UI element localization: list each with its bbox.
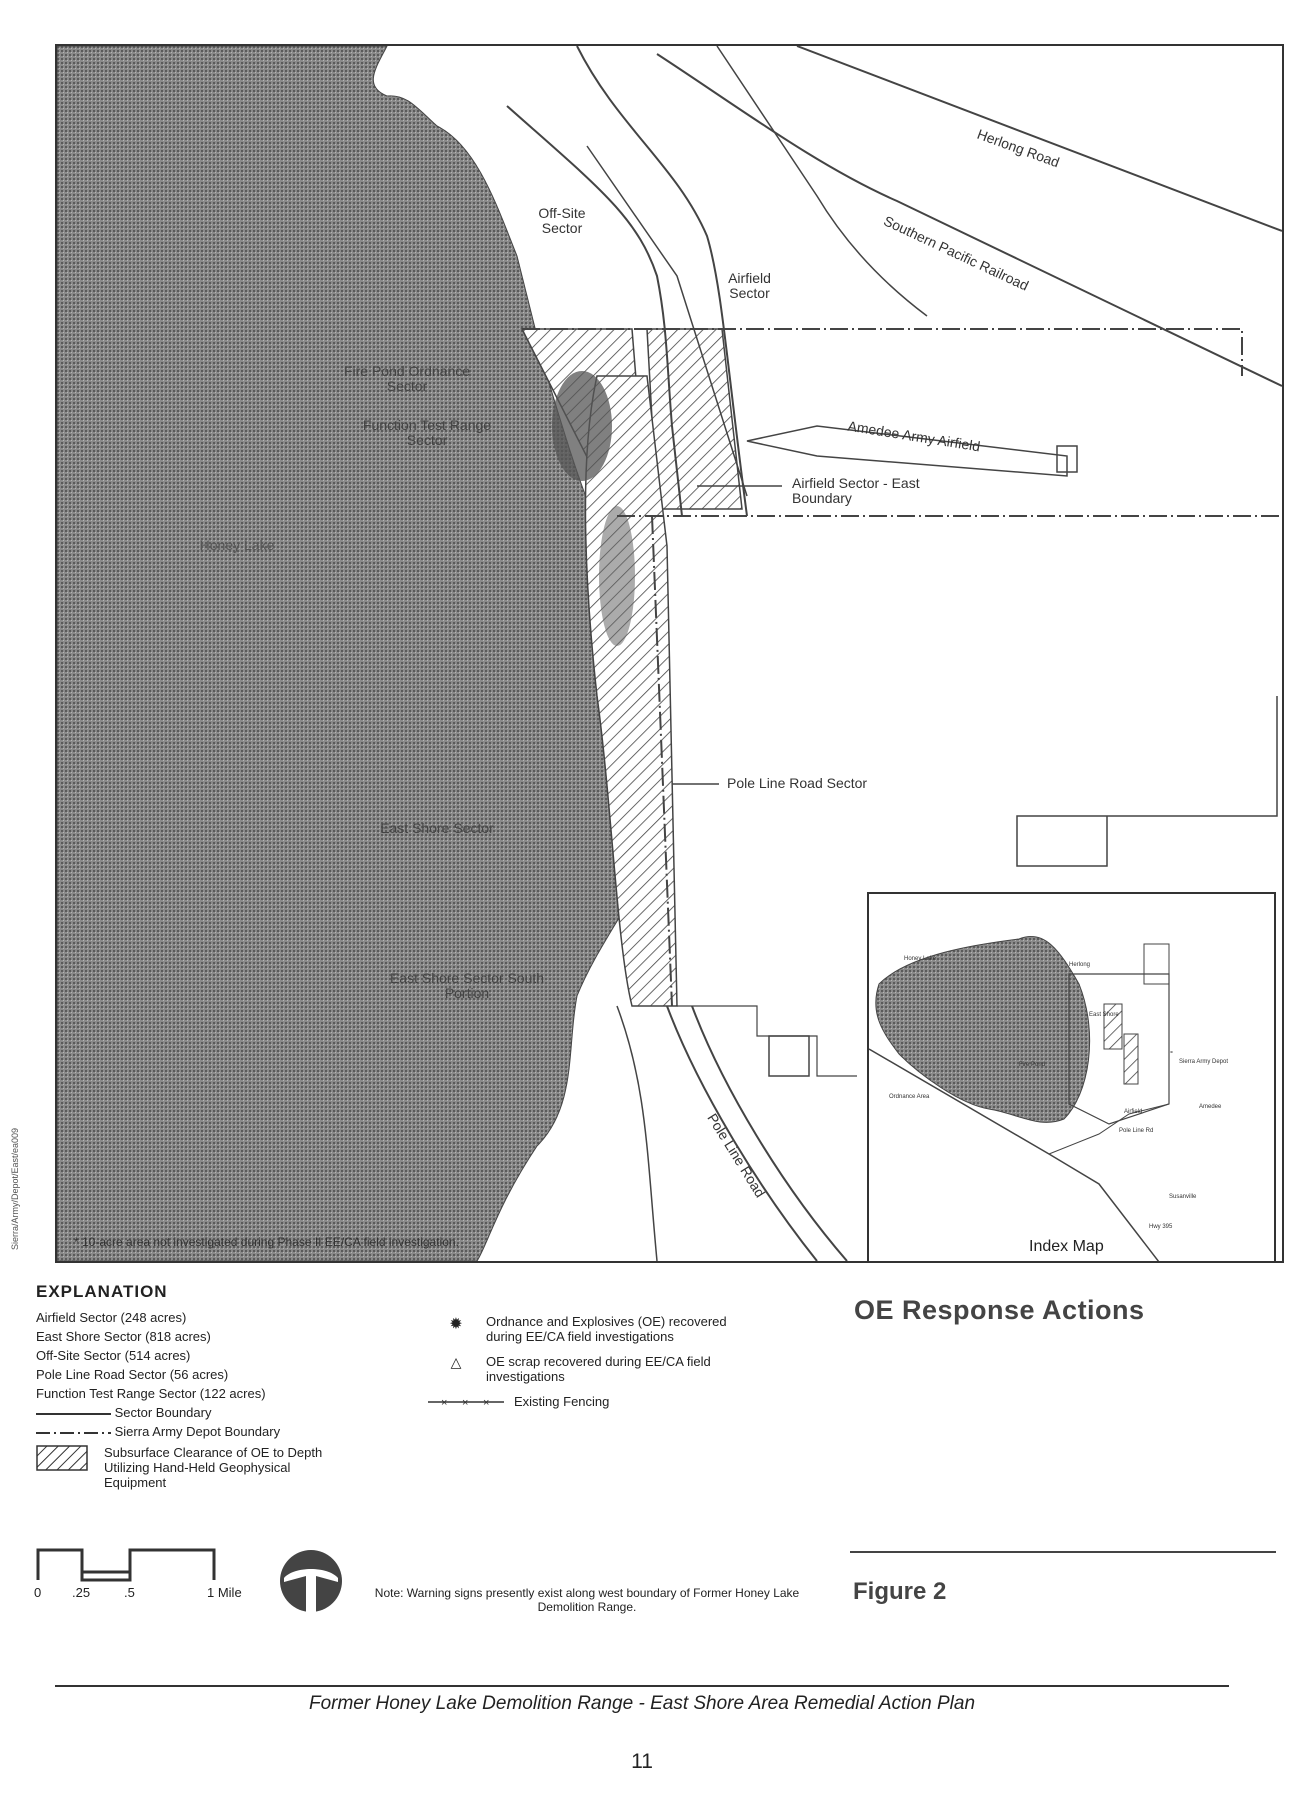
index-label-honey-lake: Honey Lake (904, 956, 937, 962)
fire-pond-label: Fire Pond Ordnance Sector (343, 363, 471, 394)
scale-tick-2: .5 (124, 1585, 135, 1600)
parcel-east (1017, 696, 1277, 866)
legend-oe-recovered-row (426, 1314, 786, 1344)
legend-subsurface-row (36, 1445, 366, 1490)
depot-boundary-symbol (36, 1428, 111, 1438)
legend-fencing-row (426, 1392, 786, 1411)
legend-sector-boundary-row (36, 1403, 366, 1422)
oe-scrap-label: OE scrap recovered during EE/CA field investigations (486, 1354, 711, 1384)
pole-line-sector-label: Pole Line Road Sector (727, 775, 868, 791)
index-building (1144, 944, 1169, 984)
scale-bar (32, 1545, 242, 1600)
index-map-canvas (869, 894, 1274, 1262)
index-label-hwy: Hwy 395 (1149, 1224, 1173, 1230)
index-symbol: ⚬ (1169, 1050, 1175, 1056)
scale-bar-graphic (32, 1545, 232, 1585)
scale-tick-3: 1 Mile (207, 1585, 242, 1600)
figure-title: OE Response Actions (854, 1295, 1145, 1325)
svg-text:×: × (441, 1396, 448, 1408)
warning-note: Note: Warning signs presently exist along west boundary of Former Honey Lake Demolition Range. (374, 1586, 800, 1614)
report-title: Former Honey Lake Demolition Range - East Shore Area Remedial Action Plan (308, 1693, 976, 1714)
index-label-airfield: Airfield (1124, 1109, 1143, 1115)
index-label-east-shore: East Shore (1089, 1012, 1119, 1018)
index-label-fire-pond: Fire Pond (1019, 1062, 1046, 1068)
figure-label: Figure 2 (853, 1578, 947, 1605)
railroad-label: Southern Pacific Railroad (881, 212, 1032, 294)
bottom-rule (55, 1685, 1229, 1687)
legend-sector-function-test: Function Test Range Sector (122 acres) (36, 1386, 266, 1401)
honey-lake-label: Honey Lake (199, 537, 275, 553)
fencing-symbol (426, 1396, 506, 1408)
legend-title: EXPLANATION (36, 1282, 168, 1301)
function-test-range-ordnance (552, 371, 612, 481)
index-label-herlong: Herlong (1069, 962, 1091, 968)
figure-rule (850, 1551, 1276, 1553)
scale-tick-0: 0 (34, 1585, 42, 1600)
index-label-amedee: Amedee (1199, 1104, 1222, 1110)
index-hatch-2 (1124, 1034, 1138, 1084)
hatch-symbol (36, 1445, 88, 1471)
index-label-susanville: Susanville (1169, 1194, 1197, 1200)
legend-sector-airfield: Airfield Sector (248 acres) (36, 1310, 187, 1325)
legend-sector-east-shore: East Shore Sector (818 acres) (36, 1329, 211, 1344)
index-label-ordnance: Ordnance Area (889, 1094, 930, 1100)
map-footnote: * 10-acre area not investigated during Phase II EE/CA field investigation. (74, 1235, 459, 1249)
scale-tick-1: .25 (72, 1585, 91, 1600)
river-channel (617, 1006, 657, 1261)
north-arrow-icon (278, 1548, 344, 1619)
index-label-depot: Sierra Army Depot (1179, 1059, 1229, 1065)
sector-boundary-label: Sector Boundary (114, 1405, 212, 1420)
herlong-road-line (797, 46, 1282, 231)
ordnance-cluster (599, 506, 635, 646)
airfield-sector-label: Airfield Sector (728, 270, 771, 301)
oe-recovered-label: Ordnance and Explosives (OE) recovered during EE/CA field investigations (486, 1314, 727, 1344)
fencing-label: Existing Fencing (514, 1394, 610, 1409)
index-hatch-1 (1104, 1004, 1122, 1049)
depot-boundary-label: Sierra Army Depot Boundary (114, 1424, 281, 1439)
legend-oe-scrap-row (426, 1354, 786, 1384)
east-shore-sector-label: East Shore Sector (380, 820, 494, 836)
east-shore-south-label: East Shore Sector South Portion (389, 970, 545, 1001)
index-map (867, 892, 1276, 1263)
oe-scrap-icon: △ (450, 1354, 462, 1370)
legend-sector-pole-line: Pole Line Road Sector (56 acres) (36, 1367, 229, 1382)
side-code: Sierra/Army/Depot/East/ea009 (10, 1127, 20, 1250)
function-test-label: Function Test Range Sector (362, 417, 492, 448)
legend-depot-boundary-row (36, 1422, 366, 1441)
small-building (769, 1036, 809, 1076)
offsite-sector-label: Off-Site Sector (538, 205, 586, 236)
parcel-south (677, 1006, 857, 1076)
railroad-line (657, 54, 1282, 386)
amedee-label: Amedee Army Airfield (846, 417, 982, 455)
oe-recovered-icon: ✹ (449, 1316, 463, 1333)
page-number: 11 (631, 1750, 653, 1773)
sector-boundary-symbol (36, 1409, 111, 1419)
index-map-title: Index Map (1029, 1238, 1104, 1255)
legend-sector-offsite: Off-Site Sector (514 acres) (36, 1348, 191, 1363)
svg-text:×: × (462, 1396, 469, 1408)
airfield-east-label: Airfield Sector - East Boundary (792, 475, 920, 506)
pole-line-road-label: Pole Line Road (704, 1110, 769, 1201)
index-label-pole-line: Pole Line Rd (1119, 1128, 1154, 1134)
svg-text:×: × (483, 1396, 490, 1408)
map-frame (55, 44, 1284, 1263)
herlong-road-label: Herlong Road (975, 125, 1062, 171)
subsurface-label: Subsurface Clearance of OE to Depth Utilizing Hand-Held Geophysical Equipment (104, 1445, 323, 1490)
pole-line-road-lower (667, 1006, 817, 1261)
